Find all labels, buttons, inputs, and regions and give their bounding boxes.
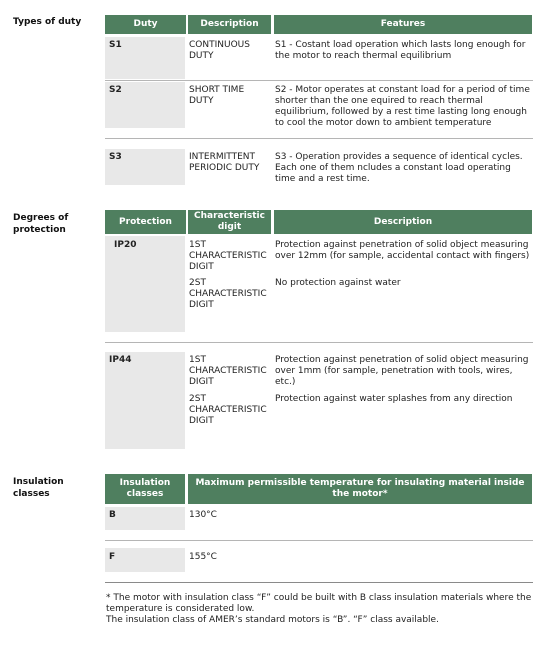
duty-row-divider [105,138,533,139]
protection-code: IP20 [114,240,137,250]
protection-description: Protection against penetration of solid object measuring over 12mm (for sample, accidental contact with fingers) [275,240,530,261]
protection-header-protection: Protection [105,210,186,234]
footnote-insulation-f: * The motor with insulation class “F” could be built with B class insulation materials where the temperature is considerated low. [106,593,532,614]
duty-code: S3 [109,152,122,162]
insulation-temperature: 130°C [189,510,217,520]
protection-section-label: Degrees of protection [13,213,69,235]
duty-features: S1 - Costant load operation which lasts long enough for the motor to reach thermal equilibrium [275,40,526,61]
duty-header-duty: Duty [105,15,186,34]
duty-description: CONTINUOUS DUTY [189,40,250,61]
protection-digit: 2ST CHARACTERISTIC DIGIT [189,278,267,310]
insulation-row-code-cell [105,548,185,572]
protection-header-digit: Characteristic digit [188,210,271,234]
insulation-row-divider [105,540,533,541]
duty-row-divider [105,80,533,81]
insulation-section-label: Insulation classes [13,477,64,499]
duty-header-features: Features [274,15,532,34]
insulation-code: F [109,552,116,562]
duty-code: S2 [109,85,122,95]
duty-row-code-cell [105,37,185,79]
duty-features: S2 - Motor operates at constant load for a period of time shorter than the one equired to reach thermal equilibrium, followed by a rest time lasting long enough to cool the motor down to ambient temperature [275,85,530,128]
insulation-temperature: 155°C [189,552,217,562]
duty-header-description: Description [188,15,271,34]
protection-code: IP44 [109,355,132,365]
insulation-header-temperature: Maximum permissible temperature for insulating material inside the motor* [188,474,532,504]
footnote-standard-class: The insulation class of AMER’s standard motors is “B”. “F” class available. [106,615,439,625]
duty-code: S1 [109,40,122,50]
duty-section-label: Types of duty [13,17,82,27]
protection-digit: 2ST CHARACTERISTIC DIGIT [189,394,267,426]
protection-header-description: Description [274,210,532,234]
duty-features: S3 - Operation provides a sequence of identical cycles. Each one of them ncludes a constant load operating time and a rest time. [275,152,523,184]
protection-digit: 1ST CHARACTERISTIC DIGIT [189,240,267,272]
insulation-header-classes: Insulation classes [105,474,185,504]
protection-description: Protection against water splashes from any direction [275,394,513,404]
protection-row-divider [105,342,533,343]
duty-description: INTERMITTENT PERIODIC DUTY [189,152,260,173]
protection-description: Protection against penetration of solid object measuring over 1mm (for sample, penetration with tools, wires, etc.) [275,355,529,387]
duty-description: SHORT TIME DUTY [189,85,245,106]
protection-row-code-cell [105,236,185,332]
protection-description: No protection against water [275,278,401,288]
duty-row-code-cell [105,82,185,128]
insulation-row-code-cell [105,507,185,530]
insulation-code: B [109,510,116,520]
protection-digit: 1ST CHARACTERISTIC DIGIT [189,355,267,387]
duty-row-code-cell [105,149,185,185]
footnote-divider [105,582,533,583]
protection-row-code-cell [105,352,185,449]
